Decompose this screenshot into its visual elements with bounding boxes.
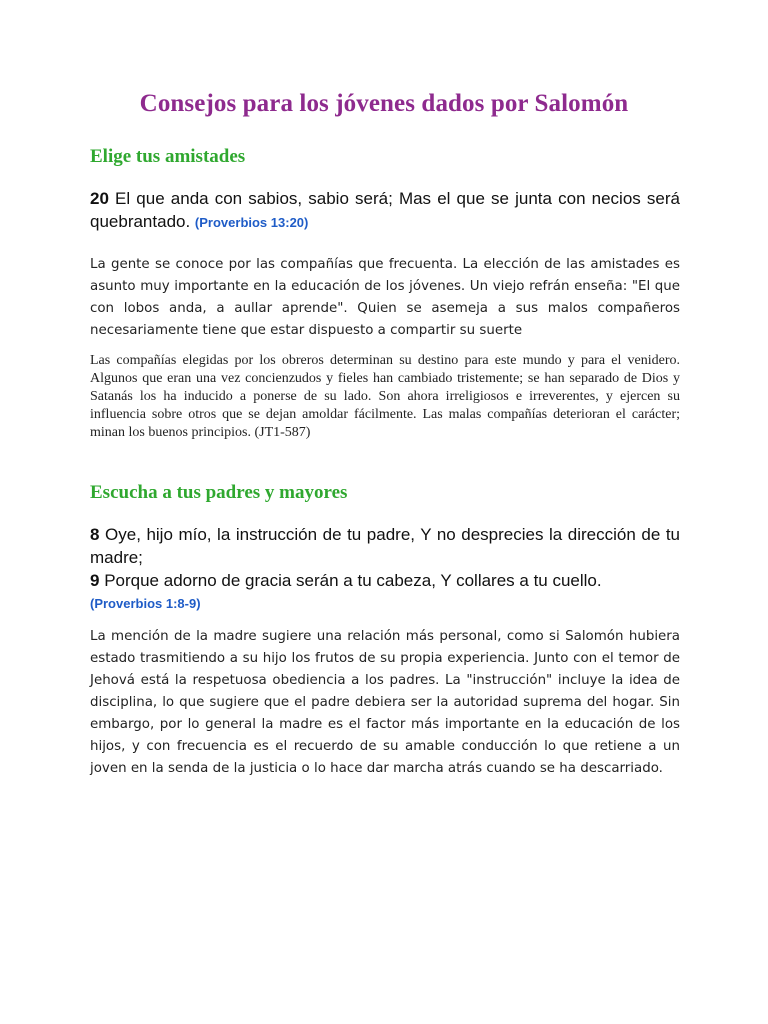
verse-number: 20 — [90, 189, 109, 208]
verse-reference: (Proverbios 1:8-9) — [90, 596, 201, 611]
commentary-paragraph-1: La gente se conoce por las compañías que frecuenta. La elección de las amistades es asunto muy importante en la educación de los jóvenes. Un viejo refrán enseña: "El que con lobos anda, a aullar aprende". Quien se asemeja a sus malos compañeros necesariamente tiene que estar dispuesto a compartir su suerte — [90, 257, 680, 338]
verse-8 — [90, 523, 680, 569]
verse-proverbios-13-20 — [90, 187, 680, 234]
verse-number: 9 — [90, 571, 100, 590]
section-heading-padres: Escucha a tus padres y mayores — [90, 482, 348, 503]
commentary-paragraph-2: La mención de la madre sugiere una relación más personal, como si Salomón hubiera estado trasmitiendo a su hijo los frutos de su propia experiencia. Junto con el temor de Jehová está la respetuosa obediencia a los padres. La "instrucción" incluye la idea de disciplina, lo que sugiere que el padre debiera ser la autoridad suprema del hogar. Sin embargo, por lo general la madre es el factor más importante en la educación de los hijos, y con frecuencia es el recuerdo de su amable conducción lo que retiene a un joven en la senda de la justicia o lo hace dar marcha atrás cuando se ha descarriado. — [90, 629, 680, 776]
section-heading-amistades: Elige tus amistades — [90, 146, 246, 167]
verse-text: Oye, hijo mío, la instrucción de tu padre, Y no desprecies la dirección de tu madre; — [90, 525, 680, 567]
verse-number: 8 — [90, 525, 100, 544]
verse-text: El que anda con sabios, sabio será; Mas el que se junta con necios será quebrantado. — [90, 189, 680, 231]
verse-reference: (Proverbios 13:20) — [194, 215, 309, 230]
page-title: Consejos para los jóvenes dados por Salomón — [139, 90, 629, 117]
verse-9 — [90, 569, 680, 592]
quote-paragraph: Las compañías elegidas por los obreros determinan su destino para este mundo y para el venidero. Algunos que eran una vez concienzudos y fieles han cambiado tristemente; se han separado de Dios y Satanás los ha inducido a ponerse de su lado. Son ahora irreligiosos e irreverentes, y ejercen su influencia sobre otros que se dejan amoldar fácilmente. Las malas compañías deterioran el carácter; minan los buenos principios. (JT1-587) — [90, 353, 680, 440]
verse-text: Porque adorno de gracia serán a tu cabeza, Y collares a tu cuello. — [99, 571, 602, 590]
verse-proverbios-1-8-9 — [90, 523, 680, 615]
